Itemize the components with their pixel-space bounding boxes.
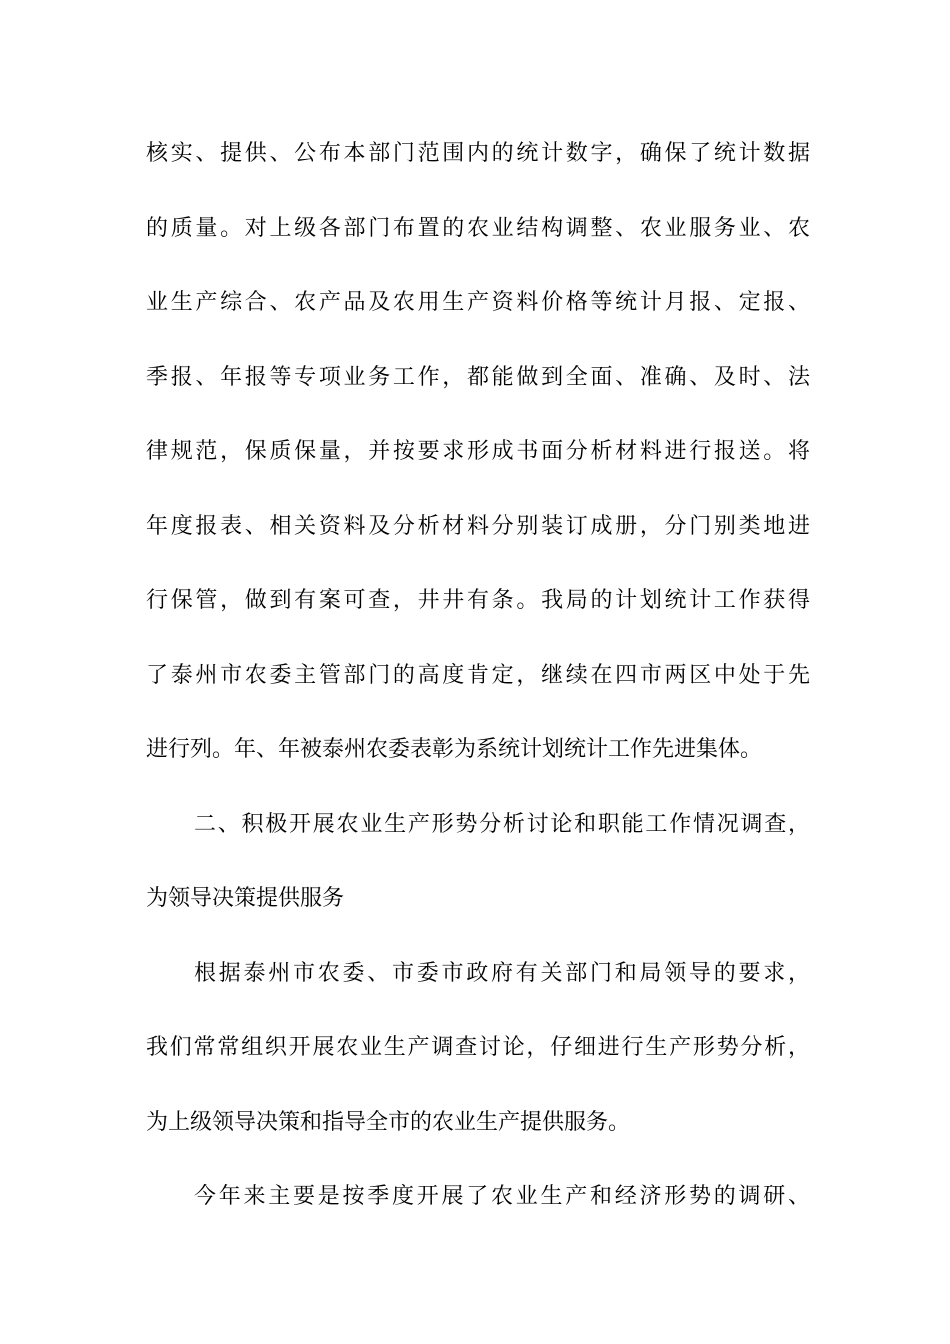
text-line: 年度报表、相关资料及分析材料分别装订成册，分门别类地进	[146, 513, 810, 539]
document-body	[146, 127, 810, 1245]
text-line: 行保管，做到有案可查，井井有条。我局的计划统计工作获得	[146, 588, 810, 613]
text-line: 季报、年报等专项业务工作，都能做到全面、准确、及时、法	[146, 364, 810, 390]
text-line: 了泰州市农委主管部门的高度肯定，继续在四市两区中处于先	[146, 662, 810, 688]
text-line: 进行列。年、年被泰州农委表彰为系统计划统计工作先进集体。	[146, 737, 763, 762]
text-line: 律规范，保质保量，并按要求形成书面分析材料进行报送。将	[146, 439, 810, 464]
text-line: 我们常常组织开展农业生产调查讨论，仔细进行生产形势分析，	[146, 1035, 810, 1060]
section-heading-line: 为领导决策提供服务	[146, 886, 345, 911]
section-heading-line: 二、积极开展农业生产形势分析讨论和职能工作情况调查，	[194, 811, 810, 837]
text-line: 今年来主要是按季度开展了农业生产和经济形势的调研、	[194, 1184, 810, 1209]
text-line: 根据泰州市农委、市委市政府有关部门和局领导的要求，	[194, 960, 810, 986]
text-line: 业生产综合、农产品及农用生产资料价格等统计月报、定报、	[146, 290, 810, 315]
text-line: 的质量。对上级各部门布置的农业结构调整、农业服务业、农	[146, 215, 810, 241]
text-line: 为上级领导决策和指导全市的农业生产提供服务。	[146, 1109, 631, 1135]
text-line: 核实、提供、公布本部门范围内的统计数字，确保了统计数据	[146, 141, 810, 166]
